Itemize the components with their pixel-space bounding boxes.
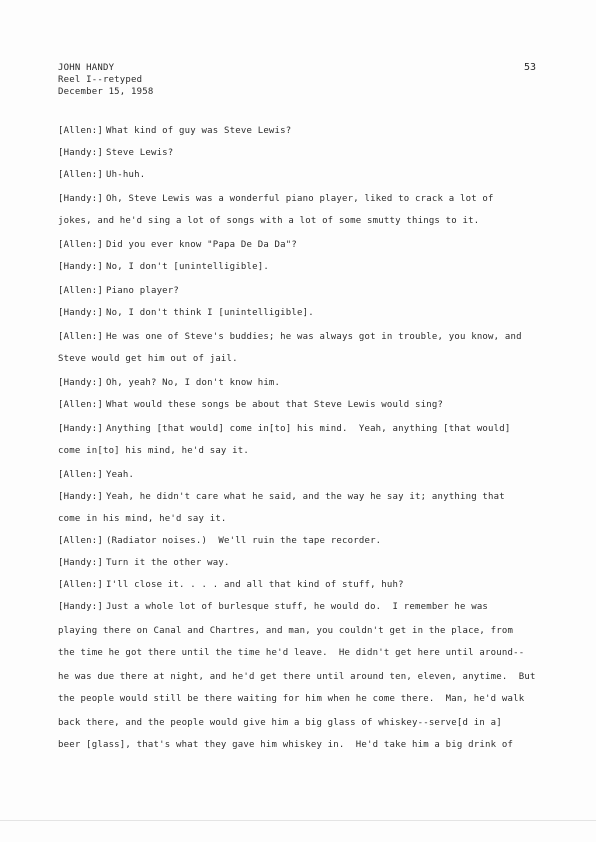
line-text: Uh-huh. [106, 170, 146, 180]
line-text: Yeah, he didn't care what he said, and the way he say it; anything that [106, 492, 505, 502]
line-text: Steve would get him out of jail. [58, 354, 238, 364]
speaker-label: [Allen:] [58, 170, 103, 180]
transcript-line [58, 240, 297, 254]
line-text: the people would still be there waiting for him when he come there. Man, he'd walk [58, 694, 525, 704]
transcript-line [58, 672, 536, 686]
line-text: back there, and the people would give him a big glass of whiskey--serve[d in a] [58, 718, 502, 728]
line-text: He was one of Steve's buddies; he was always got in trouble, you know, and [106, 332, 522, 342]
page-divider [0, 820, 596, 821]
line-text: No, I don't think I [unintelligible]. [106, 308, 314, 318]
speaker-label: [Allen:] [58, 470, 103, 480]
speaker-label: [Allen:] [58, 286, 103, 296]
transcript-line [58, 126, 291, 140]
transcript-line [58, 378, 280, 392]
line-text: come in his mind, he'd say it. [58, 514, 227, 524]
transcript-line [58, 514, 227, 528]
interviewee-name: JOHN HANDY [58, 63, 115, 73]
line-text: (Radiator noises.) We'll ruin the tape recorder. [106, 536, 382, 546]
transcript-line [58, 470, 134, 484]
speaker-label: [Allen:] [58, 400, 103, 410]
line-text: What would these songs be about that Steve Lewis would sing? [106, 400, 444, 410]
page-number: 53 [524, 62, 537, 73]
transcript-line [58, 148, 173, 162]
speaker-label: [Handy:] [58, 558, 103, 568]
line-text: Oh, Steve Lewis was a wonderful piano player, liked to crack a lot of [106, 194, 494, 204]
line-text: Did you ever know "Papa De Da Da"? [106, 240, 298, 250]
transcript-line [58, 194, 494, 208]
line-text: playing there on Canal and Chartres, and man, you couldn't get in the place, from [58, 626, 514, 636]
speaker-label: [Allen:] [58, 240, 103, 250]
line-text: Just a whole lot of burlesque stuff, he would do. I remember he was [106, 602, 489, 612]
transcript-line [58, 694, 524, 708]
transcript-line [58, 170, 145, 184]
line-text: What kind of guy was Steve Lewis? [106, 126, 292, 136]
line-text: he was due there at night, and he'd get there until around ten, eleven, anytime. But [58, 672, 536, 682]
transcript-line [58, 262, 269, 276]
transcript-line [58, 216, 479, 230]
line-text: come in[to] his mind, he'd say it. [58, 446, 250, 456]
speaker-label: [Handy:] [58, 262, 103, 272]
transcript-line [58, 446, 249, 460]
line-text: Yeah. [106, 470, 135, 480]
document-header [58, 62, 154, 98]
reel-label: Reel I--retyped [58, 75, 143, 85]
speaker-label: [Allen:] [58, 126, 103, 136]
line-text: Piano player? [106, 286, 180, 296]
transcript-line [58, 740, 513, 754]
line-text: jokes, and he'd sing a lot of songs with a lot of some smutty things to it. [58, 216, 480, 226]
transcript-line [58, 332, 522, 346]
transcript-line [58, 400, 443, 414]
transcript-line [58, 718, 502, 732]
transcript-line [58, 558, 230, 572]
speaker-label: [Handy:] [58, 602, 103, 612]
transcript-line [58, 286, 179, 300]
line-text: No, I don't [unintelligible]. [106, 262, 269, 272]
transcript-line [58, 308, 314, 322]
speaker-label: [Allen:] [58, 332, 103, 342]
transcript-line [58, 626, 513, 640]
speaker-label: [Handy:] [58, 148, 103, 158]
transcript-line [58, 648, 524, 662]
transcript-line [58, 536, 381, 550]
speaker-label: [Allen:] [58, 536, 103, 546]
speaker-label: [Handy:] [58, 308, 103, 318]
transcript-line [58, 424, 511, 438]
transcript-line [58, 580, 404, 594]
speaker-label: [Allen:] [58, 580, 103, 590]
line-text: I'll close it. . . . and all that kind of stuff, huh? [106, 580, 404, 590]
speaker-label: [Handy:] [58, 492, 103, 502]
speaker-label: [Handy:] [58, 378, 103, 388]
interview-date: December 15, 1958 [58, 87, 154, 97]
line-text: beer [glass], that's what they gave him whiskey in. He'd take him a big drink of [58, 740, 514, 750]
line-text: Turn it the other way. [106, 558, 230, 568]
transcript-line [58, 354, 238, 368]
line-text: Oh, yeah? No, I don't know him. [106, 378, 281, 388]
line-text: Anything [that would] come in[to] his mind. Yeah, anything [that would] [106, 424, 511, 434]
transcript-line [58, 492, 505, 506]
speaker-label: [Handy:] [58, 424, 103, 434]
transcript-line [58, 602, 488, 616]
speaker-label: [Handy:] [58, 194, 103, 204]
line-text: the time he got there until the time he'd leave. He didn't get here until around-- [58, 648, 525, 658]
line-text: Steve Lewis? [106, 148, 174, 158]
